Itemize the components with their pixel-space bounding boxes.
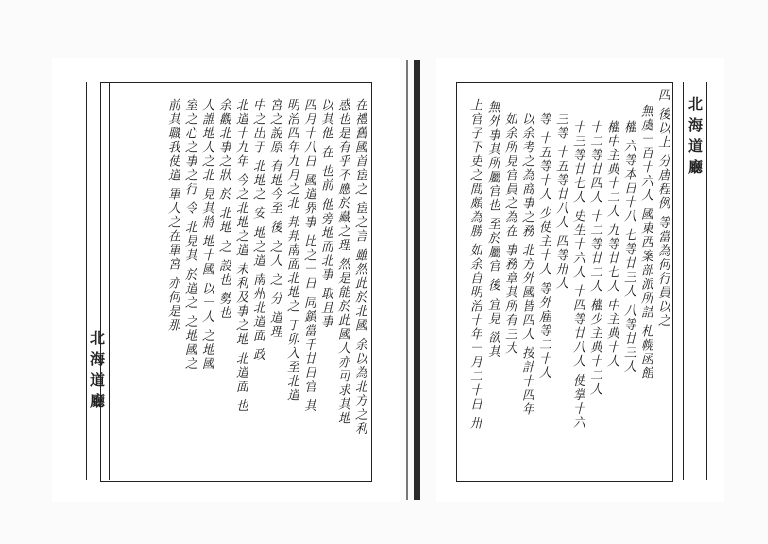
right-column-10: 如余所見官員之為在 事務章其所有三大 (502, 112, 517, 356)
left-column-6: 宮之說原 有地今至 後 之人 之 分 道理 (267, 98, 282, 339)
left-column-3: 以其他 在 也前 他旁地而北事 取且事 (318, 98, 333, 329)
right-column-3: 權 六等本日十八 七等廿三人 八等廿三人 (621, 120, 636, 374)
left-column-9: 余觀北事之狀 於 北地 之 設也 勢也 (216, 98, 231, 320)
left-column-7: 中之出于 北地之 安 地之道 南州北道面 政 (250, 98, 265, 362)
right-column-11: 無外事其所屬官也 至於屬官 後 宜見 欲其 (485, 100, 500, 359)
left-column-5: 明治四年九月之北 邦邦南面北地之 丁卯入至北道 (284, 98, 299, 403)
right-column-6: 十三等廿七人 史生十六人 十四等廿八人 使掌十六 (570, 120, 585, 430)
right-column-9: 以余考之為商事之務 北方外國皆四人 按計十四年 (519, 112, 534, 417)
left-column-4: 四月十八日 國道界事 比之一日 同鎮當千廿日官 其 (301, 98, 316, 413)
right-column-2: 無虞一百十六人 國東西案部派所詰 札幌函館 (638, 104, 653, 381)
right-column-7: 三等 十五等廿八人 四等卅人 (553, 112, 568, 291)
left-column-10: 人誰地人之北 見其將 地十國 以一人 之地國 (199, 98, 214, 371)
left-column-2: 惑也是有乎不應於藏之理 然是能於此國人亦可求其地 (335, 98, 350, 426)
binding-shadow (406, 60, 408, 500)
left-column-1: 在禮舊國首宦之 宦之言 雖然此於北國 余以為北方之利 (352, 98, 367, 436)
left-margin-title: 北海道廳 (88, 330, 106, 414)
left-column-12: 前其職我使道 軍人之在軍宮 亦何是那 (165, 98, 180, 333)
right-column-12: 上官子下吏之間頗為勝 如余自明治十年一月二十日 卅 (467, 98, 482, 431)
right-column-4: 權中主典十二人 九等廿七人 中主典十人 (604, 120, 619, 369)
left-column-11: 室之心之事之行 令 北見其 於道之 之地國之 (182, 98, 197, 371)
right-column-1: 四 後以上 分唐程例 等當為何行員以之 (655, 88, 670, 328)
right-margin-title: 北海道廳 (686, 96, 704, 180)
right-column-5: 十二等廿四人 十二等廿二人 權少主典十二人 (587, 120, 602, 397)
book-gutter (414, 60, 420, 500)
left-margin-strip (86, 82, 110, 480)
left-column-8: 北道十九年 今之北地之道 未利及事之地 北道面 也 (233, 98, 248, 413)
right-column-8: 等 十五等十人 少使主十人 等外雇等二十人 (536, 112, 551, 380)
